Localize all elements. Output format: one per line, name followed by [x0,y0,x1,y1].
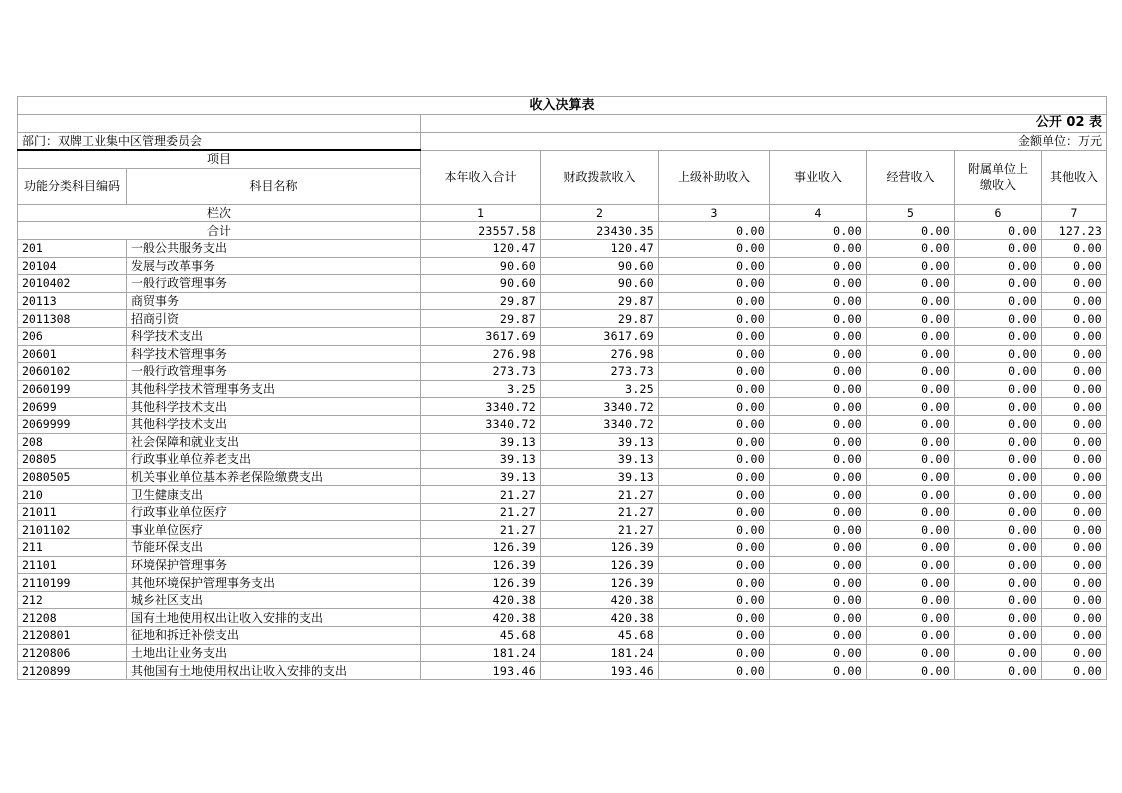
table-row [18,380,1107,398]
amount-cell: 0.00 [955,468,1042,486]
amount-cell: 0.00 [867,503,955,521]
amount-cell: 39.13 [421,433,541,451]
subject-name: 环境保护管理事务 [127,556,421,574]
amount-cell: 0.00 [867,556,955,574]
amount-cell: 0.00 [770,662,867,680]
amount-cell: 0.00 [867,539,955,557]
amount-cell: 0.00 [659,327,770,345]
amount-cell: 0.00 [1042,292,1107,310]
subject-code: 20699 [18,398,127,416]
table-row [18,327,1107,345]
amount-cell: 0.00 [867,239,955,257]
amount-cell: 3340.72 [421,398,541,416]
amount-cell: 0.00 [770,574,867,592]
subject-name: 科学技术支出 [127,327,421,345]
amount-cell: 0.00 [659,363,770,381]
amount-cell: 0.00 [659,257,770,275]
amount-cell: 0.00 [1042,521,1107,539]
total-value-7: 127.23 [1042,222,1107,240]
amount-cell: 0.00 [1042,433,1107,451]
amount-cell: 0.00 [955,521,1042,539]
amount-cell: 0.00 [955,345,1042,363]
row-index-5: 5 [867,204,955,222]
total-value-5: 0.00 [867,222,955,240]
amount-cell: 0.00 [770,380,867,398]
subject-code: 206 [18,327,127,345]
table-row [18,521,1107,539]
amount-cell: 0.00 [1042,591,1107,609]
header-col-3: 上级补助收入 [659,150,770,204]
subject-code: 208 [18,433,127,451]
amount-cell: 420.38 [421,591,541,609]
amount-cell: 39.13 [541,451,659,469]
amount-cell: 0.00 [867,521,955,539]
amount-cell: 0.00 [1042,327,1107,345]
amount-cell: 0.00 [955,433,1042,451]
amount-cell: 3340.72 [421,415,541,433]
amount-cell: 0.00 [955,363,1042,381]
amount-cell: 126.39 [541,574,659,592]
amount-cell: 0.00 [770,239,867,257]
total-label: 合计 [18,222,421,240]
amount-cell: 0.00 [659,574,770,592]
amount-cell: 0.00 [867,327,955,345]
amount-cell: 0.00 [1042,539,1107,557]
amount-cell: 0.00 [867,415,955,433]
amount-cell: 0.00 [659,451,770,469]
amount-cell: 0.00 [955,327,1042,345]
subject-name: 招商引资 [127,310,421,328]
amount-cell: 0.00 [770,486,867,504]
amount-cell: 21.27 [541,521,659,539]
header-col-2: 财政拨款收入 [541,150,659,204]
table-row [18,644,1107,662]
amount-cell: 3617.69 [541,327,659,345]
amount-cell: 0.00 [867,380,955,398]
amount-cell: 0.00 [867,662,955,680]
amount-cell: 0.00 [867,451,955,469]
subject-name: 其他科学技术管理事务支出 [127,380,421,398]
subject-code: 2080505 [18,468,127,486]
subject-name: 机关事业单位基本养老保险缴费支出 [127,468,421,486]
amount-cell: 0.00 [867,292,955,310]
amount-cell: 0.00 [867,345,955,363]
subject-name: 其他国有土地使用权出让收入安排的支出 [127,662,421,680]
amount-cell: 0.00 [770,398,867,416]
subject-code: 20104 [18,257,127,275]
amount-cell: 3340.72 [541,415,659,433]
header-row-1 [18,150,1107,168]
amount-cell: 0.00 [659,539,770,557]
amount-cell: 0.00 [770,327,867,345]
amount-cell: 0.00 [955,574,1042,592]
amount-cell: 0.00 [770,468,867,486]
subject-code: 2110199 [18,574,127,592]
amount-cell: 45.68 [541,627,659,645]
amount-cell: 0.00 [770,363,867,381]
subject-name: 土地出让业务支出 [127,644,421,662]
subject-name: 商贸事务 [127,292,421,310]
table-row [18,503,1107,521]
header-col-7: 其他收入 [1042,150,1107,204]
amount-cell: 0.00 [659,556,770,574]
amount-cell: 0.00 [867,591,955,609]
amount-cell: 0.00 [955,556,1042,574]
header-col-4: 事业收入 [770,150,867,204]
subject-name: 其他科学技术支出 [127,398,421,416]
amount-cell: 0.00 [770,433,867,451]
amount-cell: 0.00 [867,468,955,486]
subject-code: 2120806 [18,644,127,662]
subject-name: 其他科学技术支出 [127,415,421,433]
amount-cell: 0.00 [1042,380,1107,398]
amount-cell: 45.68 [421,627,541,645]
amount-cell: 90.60 [541,275,659,293]
subject-code: 21101 [18,556,127,574]
amount-cell: 0.00 [1042,257,1107,275]
row-index-label: 栏次 [18,204,421,222]
subject-name: 一般行政管理事务 [127,363,421,381]
amount-cell: 0.00 [1042,627,1107,645]
amount-cell: 0.00 [867,398,955,416]
table-row [18,345,1107,363]
amount-cell: 0.00 [955,591,1042,609]
amount-cell: 0.00 [659,292,770,310]
unit-label: 金额单位：万元 [421,132,1107,150]
amount-cell: 126.39 [541,539,659,557]
amount-cell: 0.00 [1042,363,1107,381]
amount-cell: 0.00 [659,662,770,680]
amount-cell: 0.00 [770,627,867,645]
table-row [18,574,1107,592]
amount-cell: 0.00 [1042,503,1107,521]
amount-cell: 120.47 [421,239,541,257]
subject-name: 发展与改革事务 [127,257,421,275]
header-col-6: 附属单位上缴收入 [955,150,1042,204]
amount-cell: 0.00 [1042,275,1107,293]
row-index-2: 2 [541,204,659,222]
amount-cell: 0.00 [955,627,1042,645]
subject-name: 其他环境保护管理事务支出 [127,574,421,592]
row-index-1: 1 [421,204,541,222]
amount-cell: 0.00 [659,503,770,521]
amount-cell: 0.00 [955,662,1042,680]
amount-cell: 0.00 [659,310,770,328]
total-value-4: 0.00 [770,222,867,240]
header-name: 科目名称 [127,168,421,204]
subject-code: 212 [18,591,127,609]
row-index-3: 3 [659,204,770,222]
amount-cell: 0.00 [1042,609,1107,627]
table-row [18,310,1107,328]
amount-cell: 0.00 [867,644,955,662]
amount-cell: 3617.69 [421,327,541,345]
table-row [18,539,1107,557]
amount-cell: 0.00 [867,574,955,592]
amount-cell: 0.00 [867,627,955,645]
amount-cell: 0.00 [770,539,867,557]
amount-cell: 0.00 [867,257,955,275]
amount-cell: 0.00 [659,644,770,662]
amount-cell: 3.25 [421,380,541,398]
table-row [18,627,1107,645]
amount-cell: 0.00 [659,345,770,363]
amount-cell: 0.00 [770,415,867,433]
subject-code: 20601 [18,345,127,363]
amount-cell: 0.00 [955,398,1042,416]
amount-cell: 90.60 [421,257,541,275]
amount-cell: 3.25 [541,380,659,398]
header-item: 项目 [18,150,421,168]
table-row [18,257,1107,275]
amount-cell: 0.00 [1042,345,1107,363]
subject-code: 201 [18,239,127,257]
amount-cell: 0.00 [1042,556,1107,574]
subject-code: 2069999 [18,415,127,433]
amount-cell: 0.00 [770,521,867,539]
income-statement-sheet [17,96,1106,680]
table-row [18,239,1107,257]
subject-name: 卫生健康支出 [127,486,421,504]
amount-cell: 29.87 [541,310,659,328]
amount-cell: 0.00 [955,451,1042,469]
amount-cell: 0.00 [955,275,1042,293]
subject-name: 征地和拆迁补偿支出 [127,627,421,645]
subject-name: 行政事业单位医疗 [127,503,421,521]
amount-cell: 29.87 [541,292,659,310]
amount-cell: 273.73 [541,363,659,381]
amount-cell: 3340.72 [541,398,659,416]
amount-cell: 0.00 [1042,662,1107,680]
amount-cell: 0.00 [659,627,770,645]
amount-cell: 39.13 [541,433,659,451]
table-row [18,433,1107,451]
total-value-2: 23430.35 [541,222,659,240]
table-row [18,275,1107,293]
amount-cell: 276.98 [421,345,541,363]
amount-cell: 90.60 [541,257,659,275]
amount-cell: 126.39 [421,556,541,574]
amount-cell: 0.00 [867,363,955,381]
amount-cell: 193.46 [421,662,541,680]
total-value-6: 0.00 [955,222,1042,240]
table-row [18,486,1107,504]
amount-cell: 0.00 [659,591,770,609]
table-row [18,609,1107,627]
subject-code: 210 [18,486,127,504]
amount-cell: 0.00 [659,275,770,293]
amount-cell: 420.38 [541,609,659,627]
amount-cell: 0.00 [955,486,1042,504]
amount-cell: 0.00 [1042,451,1107,469]
amount-cell: 0.00 [770,257,867,275]
amount-cell: 0.00 [867,310,955,328]
amount-cell: 0.00 [770,275,867,293]
amount-cell: 0.00 [1042,415,1107,433]
table-row [18,556,1107,574]
table-row [18,591,1107,609]
header-col-5: 经营收入 [867,150,955,204]
amount-cell: 0.00 [659,521,770,539]
subject-name: 一般公共服务支出 [127,239,421,257]
amount-cell: 0.00 [770,292,867,310]
amount-cell: 21.27 [421,521,541,539]
subject-code: 20113 [18,292,127,310]
amount-cell: 0.00 [955,415,1042,433]
amount-cell: 39.13 [421,451,541,469]
amount-cell: 0.00 [1042,398,1107,416]
subject-name: 国有土地使用权出让收入安排的支出 [127,609,421,627]
income-table [17,96,1107,680]
subject-code: 2010402 [18,275,127,293]
amount-cell: 0.00 [659,468,770,486]
amount-cell: 90.60 [421,275,541,293]
subject-name: 一般行政管理事务 [127,275,421,293]
table-row [18,398,1107,416]
subject-name: 事业单位医疗 [127,521,421,539]
amount-cell: 420.38 [541,591,659,609]
table-title: 收入决算表 [18,97,1107,115]
amount-cell: 0.00 [659,239,770,257]
amount-cell: 39.13 [541,468,659,486]
amount-cell: 39.13 [421,468,541,486]
subject-code: 20805 [18,451,127,469]
amount-cell: 0.00 [1042,574,1107,592]
amount-cell: 0.00 [659,433,770,451]
amount-cell: 0.00 [770,644,867,662]
subject-code: 21011 [18,503,127,521]
amount-cell: 0.00 [770,591,867,609]
amount-cell: 193.46 [541,662,659,680]
amount-cell: 0.00 [955,609,1042,627]
amount-cell: 0.00 [659,486,770,504]
subject-name: 科学技术管理事务 [127,345,421,363]
amount-cell: 181.24 [541,644,659,662]
table-row [18,662,1107,680]
amount-cell: 0.00 [770,556,867,574]
subject-code: 211 [18,539,127,557]
table-row [18,292,1107,310]
subject-name: 节能环保支出 [127,539,421,557]
subject-code: 2060199 [18,380,127,398]
amount-cell: 0.00 [1042,468,1107,486]
amount-cell: 29.87 [421,310,541,328]
subject-code: 2101102 [18,521,127,539]
amount-cell: 0.00 [770,345,867,363]
amount-cell: 0.00 [770,310,867,328]
department-row [18,132,1107,150]
amount-cell: 0.00 [867,609,955,627]
amount-cell: 276.98 [541,345,659,363]
amount-cell: 0.00 [955,239,1042,257]
amount-cell: 0.00 [955,644,1042,662]
amount-cell: 0.00 [867,486,955,504]
subject-name: 行政事业单位养老支出 [127,451,421,469]
row-index-4: 4 [770,204,867,222]
header-code: 功能分类科目编码 [18,168,127,204]
table-row [18,415,1107,433]
amount-cell: 0.00 [659,398,770,416]
subject-code: 2060102 [18,363,127,381]
table-row [18,451,1107,469]
amount-cell: 0.00 [955,380,1042,398]
total-value-3: 0.00 [659,222,770,240]
subject-code: 2120899 [18,662,127,680]
table-row [18,363,1107,381]
header-col-1: 本年收入合计 [421,150,541,204]
amount-cell: 0.00 [955,539,1042,557]
total-row [18,222,1107,240]
subject-code: 2120801 [18,627,127,645]
form-number: 公开 02 表 [421,115,1107,133]
amount-cell: 29.87 [421,292,541,310]
amount-cell: 273.73 [421,363,541,381]
amount-cell: 0.00 [659,609,770,627]
amount-cell: 21.27 [541,486,659,504]
subject-name: 社会保障和就业支出 [127,433,421,451]
amount-cell: 120.47 [541,239,659,257]
amount-cell: 0.00 [659,380,770,398]
subject-code: 21208 [18,609,127,627]
amount-cell: 21.27 [421,486,541,504]
amount-cell: 0.00 [1042,239,1107,257]
amount-cell: 21.27 [541,503,659,521]
row-index-row [18,204,1107,222]
amount-cell: 0.00 [955,292,1042,310]
amount-cell: 0.00 [955,310,1042,328]
amount-cell: 0.00 [659,415,770,433]
row-index-7: 7 [1042,204,1107,222]
amount-cell: 0.00 [770,609,867,627]
amount-cell: 126.39 [541,556,659,574]
amount-cell: 0.00 [770,503,867,521]
amount-cell: 0.00 [1042,644,1107,662]
title-row [18,97,1107,115]
table-row [18,468,1107,486]
amount-cell: 126.39 [421,539,541,557]
amount-cell: 181.24 [421,644,541,662]
amount-cell: 0.00 [867,433,955,451]
amount-cell: 0.00 [770,451,867,469]
row-index-6: 6 [955,204,1042,222]
amount-cell: 0.00 [955,503,1042,521]
amount-cell: 420.38 [421,609,541,627]
total-value-1: 23557.58 [421,222,541,240]
form-number-row [18,115,1107,133]
subject-name: 城乡社区支出 [127,591,421,609]
subject-code: 2011308 [18,310,127,328]
amount-cell: 0.00 [955,257,1042,275]
amount-cell: 126.39 [421,574,541,592]
amount-cell: 0.00 [867,275,955,293]
amount-cell: 0.00 [1042,310,1107,328]
amount-cell: 21.27 [421,503,541,521]
department-label: 部门：双牌工业集中区管理委员会 [18,132,421,150]
amount-cell: 0.00 [1042,486,1107,504]
